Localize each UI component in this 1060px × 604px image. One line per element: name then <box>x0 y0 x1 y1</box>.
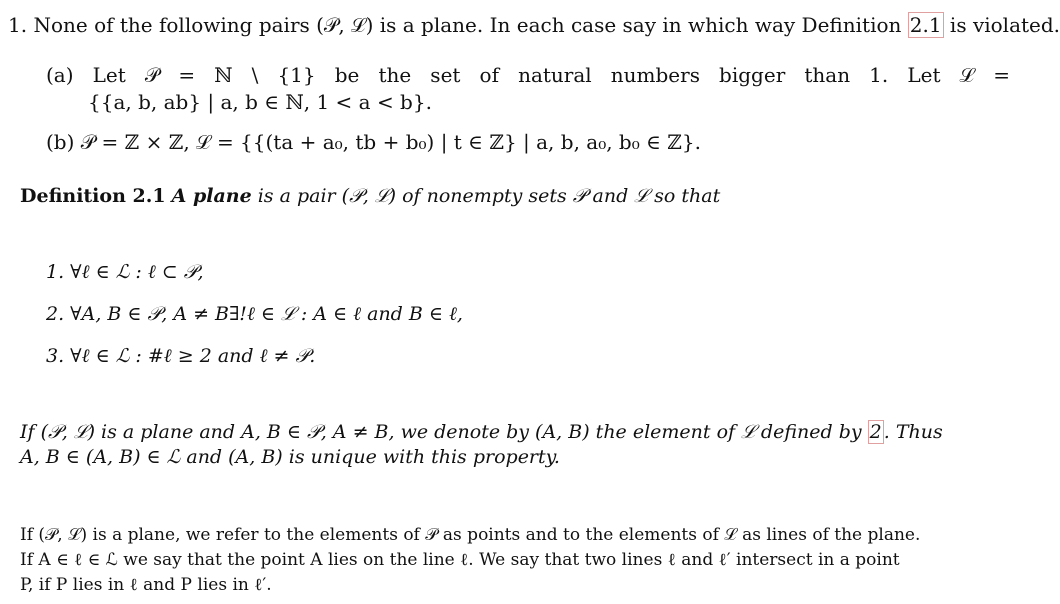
remark-tail: . Thus <box>883 421 943 443</box>
exercise-number: 1. <box>8 13 28 37</box>
terminology-line3: P, if P lies in ℓ and P lies in ℓ′. <box>20 575 272 595</box>
remark-line2: A, B ∈ (A, B) ∈ ℒ and (A, B) is unique with this property. <box>20 446 560 468</box>
remark-line1 <box>20 422 943 444</box>
part-a-line1: (a) Let 𝒫 = ℕ \ {1} be the set of natural numbers bigger than 1. Let ℒ = <box>46 63 1010 87</box>
part-a-line2: {{a, b, ab} | a, b ∈ ℕ, 1 < a < b}. <box>88 90 432 114</box>
exercise-intro-text: None of the following pairs (𝒫, ℒ) is a plane. In each case say in which way Definition <box>33 13 908 37</box>
definition-label: Definition 2.1 <box>20 185 166 207</box>
definition-item-2: 2. ∀A, B ∈ 𝒫, A ≠ B∃!ℓ ∈ ℒ : A ∈ ℓ and B ∈ ℓ, <box>46 303 463 325</box>
definition-reference-link[interactable]: 2.1 <box>909 13 942 37</box>
item-reference-link[interactable]: 2 <box>869 421 882 443</box>
definition-heading <box>20 186 720 208</box>
definition-text: is a pair (𝒫, ℒ) of nonempty sets 𝒫 and ℒ so that <box>251 185 721 207</box>
terminology-line2: If A ∈ ℓ ∈ ℒ we say that the point A lies on the line ℓ. We say that two lines ℓ and ℓ′ intersect in a point <box>20 550 900 570</box>
definition-item-1: 1. ∀ℓ ∈ ℒ : ℓ ⊂ 𝒫, <box>46 261 204 283</box>
part-b: (b) 𝒫 = ℤ × ℤ, ℒ = {{(ta + a₀, tb + b₀) | t ∈ ℤ} | a, b, a₀, b₀ ∈ ℤ}. <box>46 130 701 154</box>
exercise-intro-tail: is violated. <box>943 13 1060 37</box>
definition-term: A plane <box>171 185 252 207</box>
exercise-intro <box>8 14 1060 37</box>
definition-item-3: 3. ∀ℓ ∈ ℒ : #ℓ ≥ 2 and ℓ ≠ 𝒫. <box>46 345 316 367</box>
terminology-line1: If (𝒫, ℒ) is a plane, we refer to the elements of 𝒫 as points and to the elements of ℒ as lines of the plane. <box>20 525 921 545</box>
remark-text: If (𝒫, ℒ) is a plane and A, B ∈ 𝒫, A ≠ B, we denote by (A, B) the element of ℒ defined by <box>20 421 868 443</box>
